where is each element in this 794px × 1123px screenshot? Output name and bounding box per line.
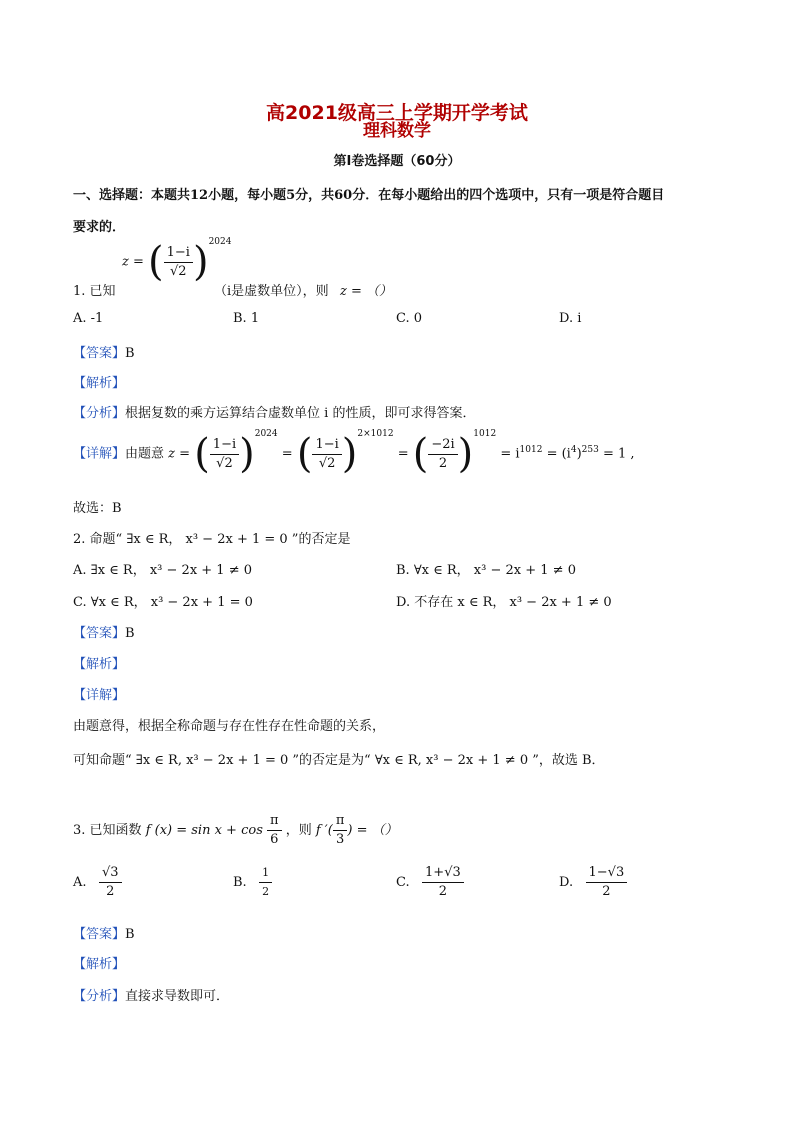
q3-option-b-den: 2	[262, 885, 270, 898]
q2-option-d: D. 不存在 x ∈ R， x³ − 2x + 1 ≠ 0	[396, 595, 612, 610]
q3-fenxi	[73, 985, 229, 1004]
q3-option-a-label: A.	[73, 875, 87, 890]
detail-frac1-num: 1−i	[210, 436, 239, 455]
q1-frac-num: 1−i	[164, 244, 193, 263]
fenxi-text: 直接求导数即可．	[125, 989, 230, 1004]
answer-label: 【答案】	[73, 626, 126, 641]
q1-answer	[73, 342, 135, 361]
detail-frac2-num: 1−i	[312, 436, 341, 455]
q3-option-a	[73, 864, 122, 901]
q3-option-c	[396, 864, 464, 901]
q1-analysis-label: 【解析】	[73, 376, 126, 391]
fenxi-text: 根据复数的乘方运算结合虚数单位 i 的性质，即可求得答案．	[125, 406, 476, 421]
q3-option-d-label: D.	[559, 875, 574, 890]
q3-fp-num: π	[333, 812, 348, 831]
q1-lhs: z =	[122, 254, 144, 270]
q1-ask: z = （）	[340, 284, 393, 299]
fenxi-label: 【分析】	[73, 989, 126, 1004]
part-intro-line2: 要求的．	[73, 220, 126, 235]
detail-prefix: 由题意	[125, 446, 165, 462]
q3-option-d-den: 2	[602, 884, 611, 899]
q3-option-c-num: 1+√3	[422, 864, 464, 883]
q3-stem	[73, 812, 398, 849]
q1-option-d: D. i	[559, 311, 582, 326]
q2-detail-label: 【详解】	[73, 688, 126, 703]
q2-explain-line1: 由题意得，根据全称命题与存在性存在性命题的关系，	[73, 719, 386, 734]
q1-option-a: A. -1	[73, 311, 104, 326]
q3-option-c-den: 2	[438, 884, 448, 899]
q2-explain-line2: 可知命题“ ∃x ∈ R, x³ − 2x + 1 = 0 ”的否定是为“ ∀x ∈ R, x³ − 2x + 1 ≠ 0 ”，故选 B．	[73, 753, 605, 768]
q1-option-c: C. 0	[396, 311, 423, 326]
q1-fenxi	[73, 402, 475, 421]
answer-value: B	[125, 626, 135, 641]
q2-analysis-label: 【解析】	[73, 657, 126, 672]
fenxi-label: 【分析】	[73, 406, 126, 421]
q2-option-a: A. ∃x ∈ R， x³ − 2x + 1 ≠ 0	[73, 563, 253, 578]
q1-frac-den: √2	[170, 263, 187, 279]
detail-z: z =	[168, 446, 191, 462]
q3-mid: ，则	[285, 823, 312, 838]
q2-answer	[73, 622, 135, 641]
q3-fp: f ′(	[315, 823, 333, 838]
exam-title: 高2021级高三上学期开学考试	[266, 102, 528, 124]
answer-label: 【答案】	[73, 346, 126, 361]
detail-tail4: = 1 ,	[602, 446, 635, 462]
detail-frac1-den: √2	[216, 455, 233, 471]
answer-label: 【答案】	[73, 927, 126, 942]
q3-fx: f (x) = sin x + cos	[145, 823, 263, 838]
detail-frac2-den: √2	[318, 455, 336, 471]
q3-fp-end: ) = （）	[347, 823, 398, 838]
q3-option-b-label: B.	[233, 875, 247, 890]
detail-tail: = i	[500, 446, 520, 462]
q1-formula: z = ( $\frac{1-i}{√2}$ )$^{2024}$	[122, 237, 232, 285]
q1-prefix: 1. 已知	[73, 284, 116, 299]
q3-option-d	[559, 864, 627, 901]
q1-option-b: B. 1	[233, 311, 260, 326]
q2-option-b: B. ∀x ∈ R， x³ − 2x + 1 ≠ 0	[396, 563, 576, 578]
q3-option-a-num: √3	[99, 864, 122, 883]
detail-exp2: 2×1012	[357, 429, 394, 440]
exam-subject: 理科数学	[363, 121, 431, 141]
q3-pi-den: 6	[270, 832, 279, 847]
detail-exp1: 2024	[254, 429, 278, 440]
q3-prefix: 3. 已知函数	[73, 823, 142, 838]
q2-stem: 2. 命题“ ∃x ∈ R， x³ − 2x + 1 = 0 ”的否定是	[73, 532, 351, 547]
q3-fp-den: 3	[335, 832, 345, 847]
q1-detail: 【详解】由题意 z = ( $\frac{1-i}{√2}$ )$^{2024}$ = ( $\frac{1-i}{√2}$ )$^{2\times 1012}$ = ( $\frac{-2i}{2}$ )$^{1012} = i^{1012} = (i^4)^{253} = 1$ ,	[73, 429, 635, 477]
answer-value: B	[125, 927, 135, 942]
q3-option-a-den: 2	[106, 884, 115, 899]
q2-option-c: C. ∀x ∈ R， x³ − 2x + 1 = 0	[73, 595, 253, 610]
detail-tail2-exp: 4	[570, 445, 577, 456]
q1-conclusion: 故选：B	[73, 501, 122, 516]
detail-label: 【详解】	[73, 446, 126, 462]
q3-option-d-num: 1−√3	[586, 864, 628, 883]
q1-suffix: （i是虚数单位），则	[214, 284, 329, 299]
q3-option-c-label: C.	[396, 875, 410, 890]
q3-pi-num: π	[267, 812, 282, 831]
q3-answer	[73, 923, 135, 942]
section-heading: 第Ⅰ卷选择题（60分）	[333, 154, 461, 169]
detail-tail-exp: 1012	[519, 445, 543, 456]
q3-option-b	[233, 864, 272, 901]
q1-exp: 2024	[208, 237, 232, 248]
detail-tail3: )	[576, 446, 582, 462]
detail-exp3: 1012	[473, 429, 497, 440]
answer-value: B	[125, 346, 135, 361]
part-intro-line1: 一、选择题：本题共12小题，每小题5分，共60分．在每小题给出的四个选项中，只有一项是符合题目	[73, 188, 665, 203]
q3-analysis-label: 【解析】	[73, 957, 126, 972]
detail-frac3-den: 2	[438, 455, 448, 471]
detail-frac3-num: −2i	[428, 436, 457, 455]
detail-tail2: = (i	[546, 446, 571, 462]
q3-option-b-num: 1	[259, 864, 272, 883]
detail-tail3-exp: 253	[581, 445, 599, 456]
